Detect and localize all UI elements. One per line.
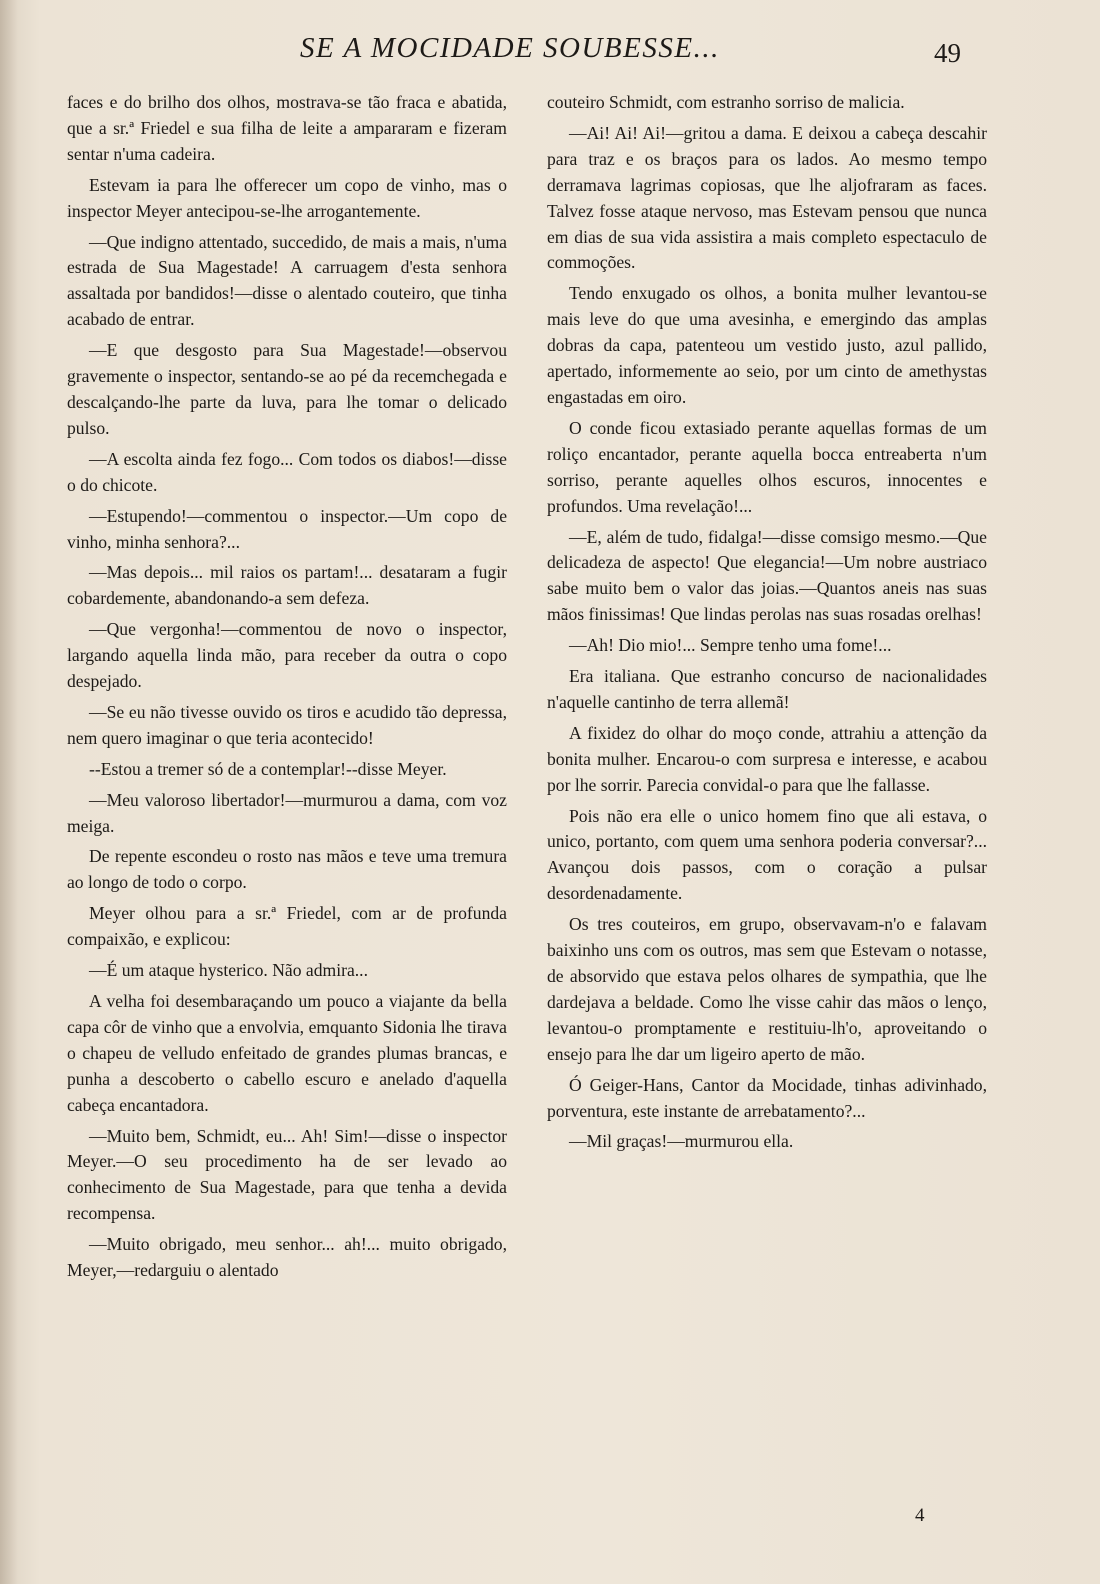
paragraph: faces e do brilho dos olhos, mostrava-se tão fraca e abatida, que a sr.ª Friedel e sua filha de leite a ampararam e fizeram sentar n'uma cadeira.	[67, 92, 507, 164]
page-edge-shadow	[0, 0, 18, 1584]
paragraph: Ó Geiger-Hans, Cantor da Mocidade, tinhas adivinhado, porventura, este instante de arrebatamento?...	[547, 1074, 987, 1121]
paragraph: —Estupendo!—commentou o inspector.—Um copo de vinho, minha senhora?...	[67, 505, 507, 552]
paragraph: couteiro Schmidt, com estranho sorriso de malicia.	[547, 92, 905, 112]
running-title: SE A MOCIDADE SOUBESSE...	[300, 32, 720, 64]
paragraph: Pois não era elle o unico homem fino que ali estava, o unico, portanto, com quem uma senhora poderia conversar?... Avançou dois passos, com o coração a pulsar desordenadamente.	[547, 805, 987, 904]
paragraph: —Muito bem, Schmidt, eu... Ah! Sim!—disse o inspector Meyer.—O seu procedimento ha de ser levado ao conhecimento de Sua Magestade, para que tenha a devida recompensa.	[67, 1125, 507, 1224]
paragraph: —Muito obrigado, meu senhor... ah!... muito obrigado, Meyer,—redarguiu o alentado	[67, 1234, 507, 1281]
paragraph: —E que desgosto para Sua Magestade!—observou gravemente o inspector, sentando-se ao pé da recemchegada e descalçando-lhe parte da luva, para lhe tomar o delicado pulso.	[67, 340, 507, 438]
paragraph: —Que vergonha!—commentou de novo o inspector, largando aquella linda mão, para receber da outra o copo despejado.	[67, 619, 507, 692]
paragraph: —Mil graças!—murmurou ella.	[569, 1131, 794, 1152]
paragraph: —Se eu não tivesse ouvido os tiros e acudido tão depressa, nem quero imaginar o que teria acontecido!	[67, 701, 507, 748]
running-head	[0, 30, 1100, 70]
paragraph: A velha foi desembaraçando um pouco a viajante da bella capa côr de vinho que a envolvia, emquanto Sidonia lhe tirava o chapeu de velludo enfeitado de grandes plumas brancas, e punha a descoberto o cabello escuro e anelado d'aquella cabeça encantadora.	[67, 991, 507, 1115]
paragraph: —Ah! Dio mio!... Sempre tenho uma fome!...	[569, 635, 892, 656]
paragraph: --Estou a tremer só de a contemplar!--disse Meyer.	[89, 758, 447, 779]
paragraph: —Mas depois... mil raios os partam!... desataram a fugir cobardemente, abandonando-a sem defeza.	[67, 562, 507, 609]
paragraph: Tendo enxugado os olhos, a bonita mulher levantou-se mais leve do que uma avesinha, e emergindo das amplas dobras da capa, patenteou um vestido justo, azul pallido, apertado, informemente ao seio, por um cinto de amethystas engastadas em oiro.	[547, 283, 987, 407]
left-column	[67, 90, 507, 1289]
paragraph: A fixidez do olhar do moço conde, attrahiu a attenção da bonita mulher. Encarou-o com surpresa e interesse, e acabou por lhe sorrir. Parecia convidal-o para que lhe fallasse.	[547, 722, 987, 795]
paragraph: —E, além de tudo, fidalga!—disse comsigo mesmo.—Que delicadeza de aspecto! Que elegancia!—Um nobre austriaco sabe muito bem o valor das joias.—Quantos aneis nas suas mãos finissimas! Que lindas perolas nas suas rosadas orelhas!	[547, 526, 987, 625]
signature-mark: 4	[915, 1505, 925, 1526]
paragraph: Meyer olhou para a sr.ª Friedel, com ar de profunda compaixão, e explicou:	[67, 903, 507, 950]
paragraph: O conde ficou extasiado perante aquellas formas de um roliço encantador, perante aquella bocca entreaberta n'um sorriso, perante aquelles olhos escuros, innocentes e profundos. Uma revelação!...	[547, 417, 987, 516]
right-column	[547, 90, 987, 1160]
paragraph: Era italiana. Que estranho concurso de nacionalidades n'aquelle cantinho de terra allemã!	[547, 666, 987, 712]
paragraph: —É um ataque hysterico. Não admira...	[89, 960, 368, 981]
paragraph: De repente escondeu o rosto nas mãos e teve uma tremura ao longo de todo o corpo.	[67, 846, 507, 893]
paragraph: —A escolta ainda fez fogo... Com todos os diabos!—disse o do chicote.	[67, 448, 507, 495]
paragraph: —Meu valoroso libertador!—murmurou a dama, com voz meiga.	[67, 789, 507, 836]
paragraph: —Que indigno attentado, succedido, de mais a mais, n'uma estrada de Sua Magestade! A carruagem d'esta senhora assaltada por bandidos!—disse o alentado couteiro, que tinha acabado de entrar.	[67, 231, 507, 330]
page-number: 49	[934, 38, 961, 68]
paragraph: —Ai! Ai! Ai!—gritou a dama. E deixou a cabeça descahir para traz e os braços para os lados. Ao mesmo tempo derramava lagrimas copiosas, que lhe aljofraram as faces. Talvez fosse ataque nervoso, mas Estevam pensou que nunca em dias de sua vida assistira a mais completo espectaculo de commoções.	[547, 122, 987, 273]
paragraph: Estevam ia para lhe offerecer um copo de vinho, mas o inspector Meyer antecipou-se-lhe arrogantemente.	[67, 174, 507, 221]
paragraph: Os tres couteiros, em grupo, observavam-n'o e falavam baixinho uns com os outros, mas sem que Estevam o notasse, de absorvido que estava pelos olhares de sympathia, que lhe dardejava a beldade. Como lhe visse cahir das mãos o lenço, levantou-o promptamente e restituiu-lh'o, aproveitando o ensejo para lhe dar um ligeiro aperto de mão.	[547, 914, 987, 1064]
